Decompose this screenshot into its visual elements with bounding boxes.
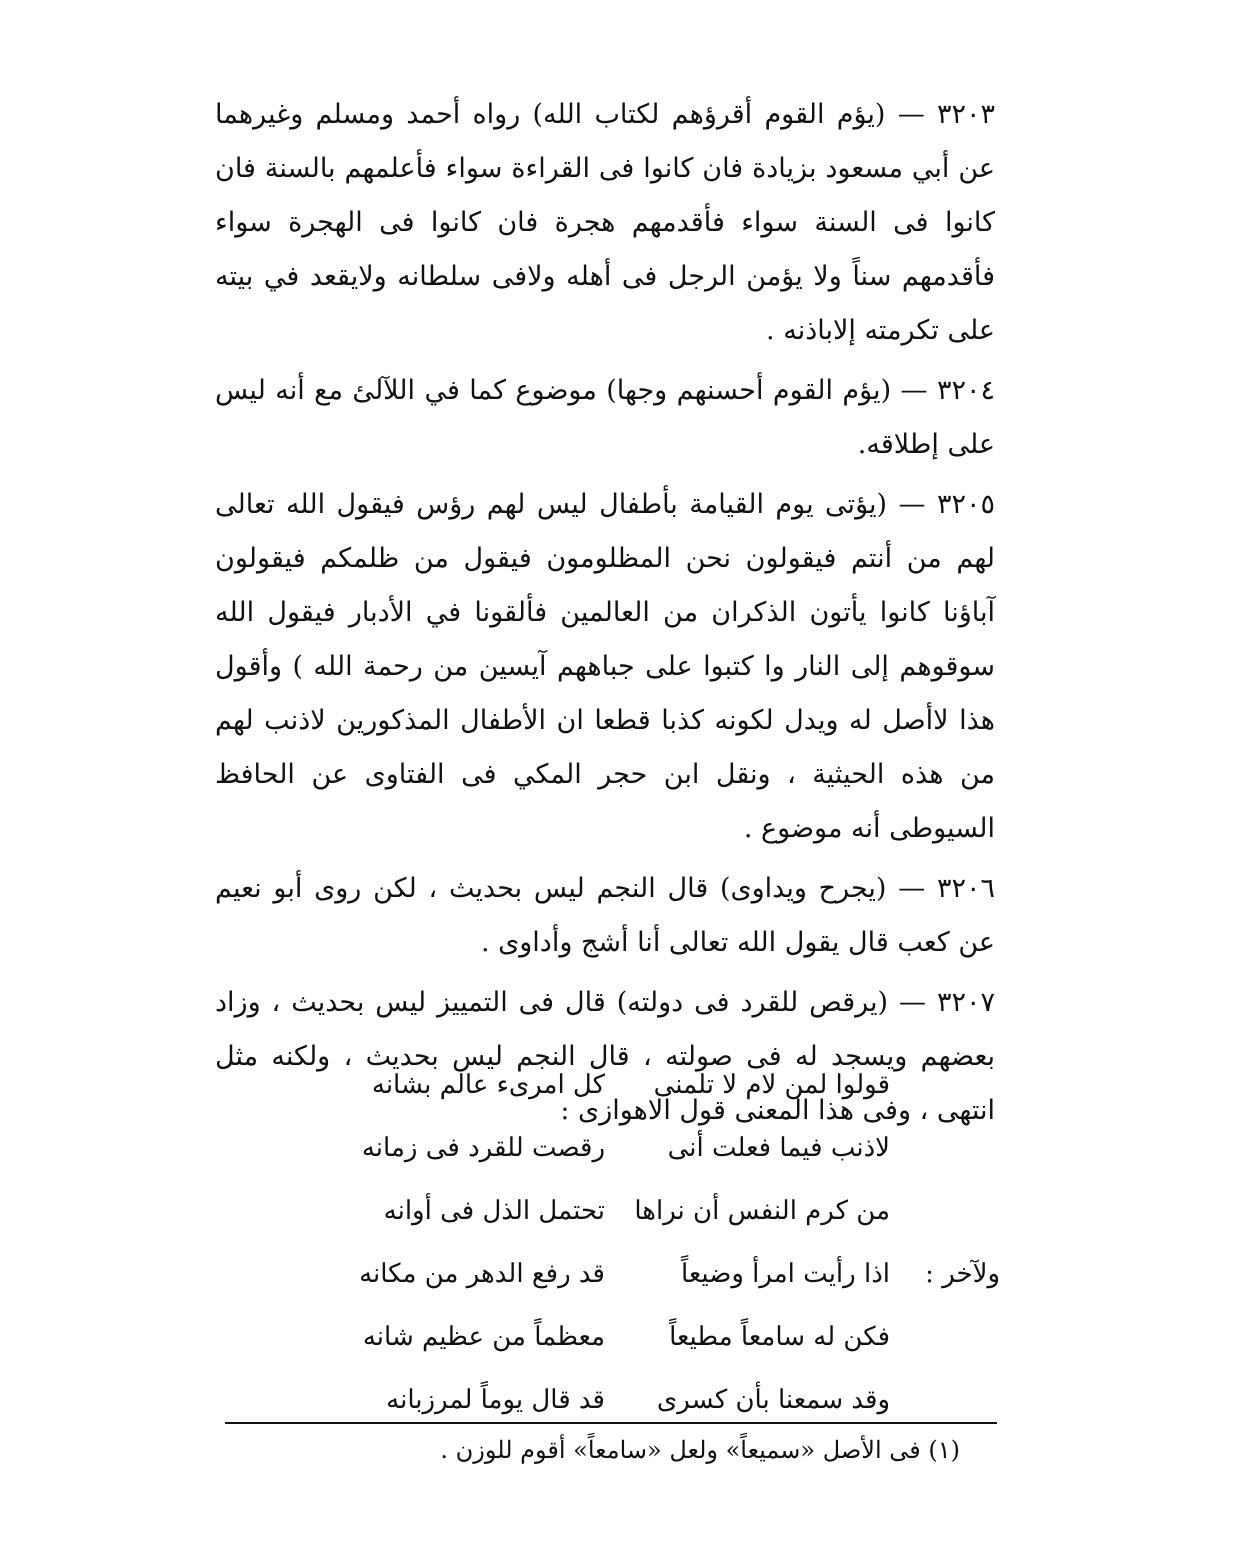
second-hemistich: تحتمل الذل فى أوانه [383, 1196, 605, 1226]
poem-verse [320, 1249, 1000, 1312]
poem-verse [320, 1123, 1000, 1186]
first-hemistich: من كرم النفس أن نراها [634, 1196, 890, 1226]
entry-3206: ٣٢٠٦ — (يجرح ويداوى) قال النجم ليس بحديث ، لكن روى أبو نعيم عن كعب قال يقول الله تعالى أنا أشج وأداوى . [215, 873, 995, 958]
main-text [215, 88, 995, 1144]
entry-3203: ٣٢٠٣ — (يؤم القوم أقرؤهم لكتاب الله) رواه أحمد ومسلم وغيرهما عن أبي مسعود بزيادة فان كانوا فى القراءة سواء فأعلمهم بالسنة فان كانوا فى السنة سواء فأقدمهم هجرة فان كانوا فى الهجرة سواء فأقدمهم سناً ولا يؤمن الرجل فى أهله ولافى سلطانه ولايقعد في بيته على تكرمته إلاباذنه . [215, 99, 995, 346]
second-hemistich: معظماً من عظيم شانه [362, 1322, 605, 1352]
second-hemistich: رقصت للقرد فى زمانه [361, 1133, 605, 1163]
second-hemistich: قد رفع الدهر من مكانه [359, 1259, 605, 1289]
poem-verse [320, 1060, 1000, 1123]
poem-verse [320, 1312, 1000, 1375]
first-hemistich: قولوا لمن لام لا تلمنى [653, 1070, 890, 1100]
first-hemistich: وقد سمعنا بأن كسرى [656, 1385, 890, 1415]
entry-3204: ٣٢٠٤ — (يؤم القوم أحسنهم وجها) موضوع كما في اللآلئ مع أنه ليس على إطلاقه. [215, 375, 995, 460]
footnote-divider [225, 1422, 997, 1424]
entry-3205: ٣٢٠٥ — (يؤتى يوم القيامة بأطفال ليس لهم رؤس فيقول الله تعالى لهم من أنتم فيقولون نحن المظلومون فيقول من ظلمكم فيقولون آباؤنا كانوا يأتون الذكران من العالمين فألقونا في الأدبار فيقول الله سوقوهم إلى النار وا كتبوا على جباههم آيسين من رحمة الله ) وأقول هذا لاأصل له ويدل لكونه كذبا قطعا ان الأطفال المذكورين لاذنب لهم من هذه الحيثية ، ونقل ابن حجر المكي فى الفتاوى عن الحافظ السيوطى أنه موضوع . [215, 489, 995, 844]
first-hemistich: لاذنب فيما فعلت أنى [667, 1133, 890, 1163]
poem [320, 1060, 1000, 1438]
second-hemistich: كل امرىء عالم بشانه [371, 1070, 605, 1100]
footnote: (١) فى الأصل «سميعاً» ولعل «سامعاً» أقوم للوزن . [440, 1436, 960, 1464]
entry-3207: ٣٢٠٧ — (يرقص للقرد فى دولته) قال فى التمييز ليس بحديث ، وزاد بعضهم ويسجد له فى صولته ، قال النجم ليس بحديث ، ولكنه مثل انتهى ، وفى هذا المعنى قول الاهوازى : [215, 987, 995, 1126]
poem-verse [320, 1186, 1000, 1249]
verse-prefix: ولآخر : [925, 1259, 1000, 1289]
poem-verse [320, 1375, 1000, 1438]
first-hemistich: فكن له سامعاً مطيعاً [669, 1322, 890, 1352]
second-hemistich: قد قال يوماً لمرزبانه [386, 1385, 605, 1415]
first-hemistich: اذا رأيت امرأ وضيعاً [680, 1259, 890, 1289]
